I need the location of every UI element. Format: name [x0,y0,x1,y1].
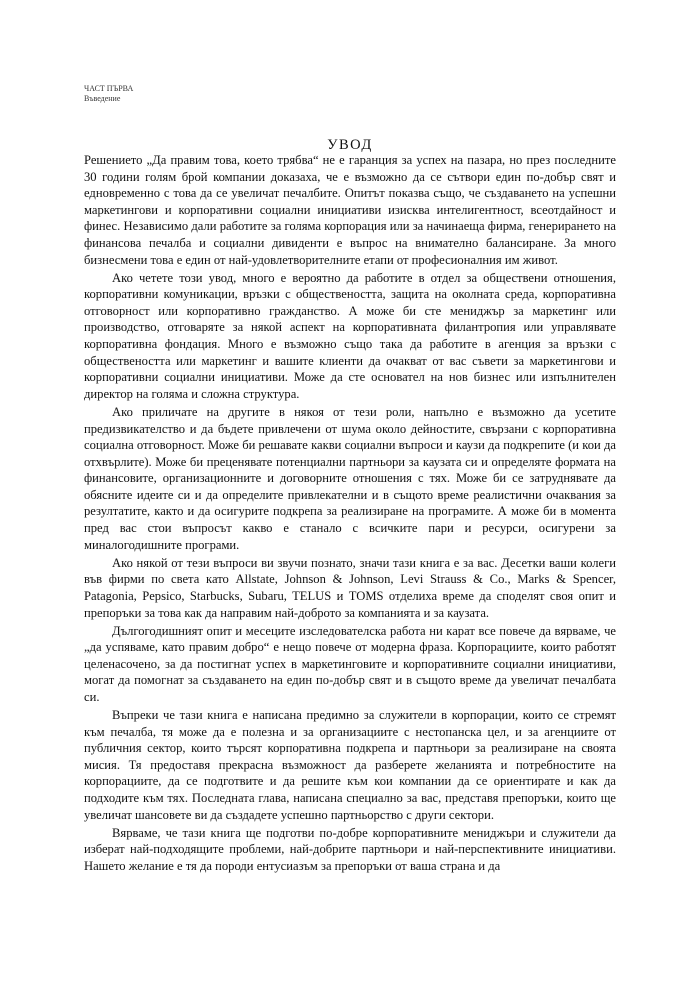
paragraph: Дългогодишният опит и месеците изследователска работа ни карат все повече да вярваме, че „да успяваме, като правим добро“ е нещо повече от модерна фраза. Корпорациите, които работят целенасочено, за да постигнат успех в маркетинговите и корпоративните социални инициативи, могат да помогнат за създаването на един по-добър свят и в същото време да увеличат печалбата си. [84,623,616,704]
paragraph: Ако приличате на другите в някоя от тези роли, напълно е възможно да усетите предизвикателство и да бъдете привлечени от шума около дейностите, свързани с корпоративна социална отговорност. Може би решавате какви социални въпроси и каузи да подкрепите (и кои да отхвърлите). Може би преценявате потенциални партньори за каузата си и определяте формата на финансовите, организационните и договорните отношения с тях. Може би се затруднявате да обясните идеите си и да определите привлекателни и в същото време реалистични очаквания за резултатите, както и да осигурите подкрепа за реализиране на програмите. А може би в момента пред вас стои въпросът какво е станало с всичките пари и ресурси, осигурени за миналогодишните програми. [84,404,616,552]
paragraph: Ако някой от тези въпроси ви звучи познато, значи тази книга е за вас. Десетки ваши колеги във фирми по света като Allstate, Johnson & Johnson, Levi Strauss & Co., Marks & Spencer, Patagonia, Pepsico, Starbucks, Subaru, TELUS и TOMS отделиха време да споделят своя опит и препоръки за това как да направим най-доброто за компанията и за каузата. [84,555,616,620]
paragraph: Вярваме, че тази книга ще подготви по-добре корпоративните мениджъри и служители да изберат най-подходящите проблеми, най-добрите партньори и най-перспективните инициативи. Нашето желание е тя да породи ентусиазъм за препоръки от ваша страна и да [84,825,616,873]
body-text [84,152,616,876]
section-label: Въведение [84,94,121,103]
paragraph: Ако четете този увод, много е вероятно да работите в отдел за обществени отношения, корпоративни комуникации, връзки с обществеността, защита на околната среда, корпоративна отговорност или корпоративно гражданство. А може би сте мениджър за маркетинг или производство, отговаряте за някой аспект на корпоративната филантропия или управлявате корпоративна фондация. Много е възможно също така да работите в агенция за връзки с обществеността или маркетинг и вашите клиенти да очакват от вас съвети за маркетингови и корпоративни социални инициативи. Може да сте основател на нов бизнес или изпълнителен директор на голяма и сложна структура. [84,270,616,401]
paragraph: Въпреки че тази книга е написана предимно за служители в корпорации, които се стремят към печалба, тя може да е полезна и за организациите с нестопанска цел, и за агенциите от публичния сектор, които търсят корпоративна подкрепа и партньори за реализиране на своята мисия. Тя предоставя прекрасна възможност да разберете желанията и потребностите на корпорациите, да се подготвите и да решите към кои компании да се ориентирате и как да подходите към тях. Последната глава, написана специално за вас, представя препоръки, които ще увеличат шансовете ви да създадете успешно партньорство с други сектори. [84,708,616,822]
paragraph: Решението „Да правим това, което трябва“ не е гаранция за успех на пазара, но през последните 30 години голям брой компании доказаха, че е възможно да се сътвори един по-добър свят и едновременно с това да се увеличат печалбите. Опитът показва също, че създаването на успешни маркетингови и корпоративни социални инициативи изисква интелигентност, всеотдайност и финес. Независимо дали работите за голяма корпорация или за начинаеща фирма, генерирането на финансова печалба и социални дивиденти е въпрос на внимателно балансиране. За много бизнесмени това е един от най-удовлетворителните етапи от професионалния им живот. [84,153,616,267]
running-header [84,84,133,104]
part-label: ЧАСТ ПЪРВА [84,84,134,93]
chapter-title: УВОД [327,137,373,153]
